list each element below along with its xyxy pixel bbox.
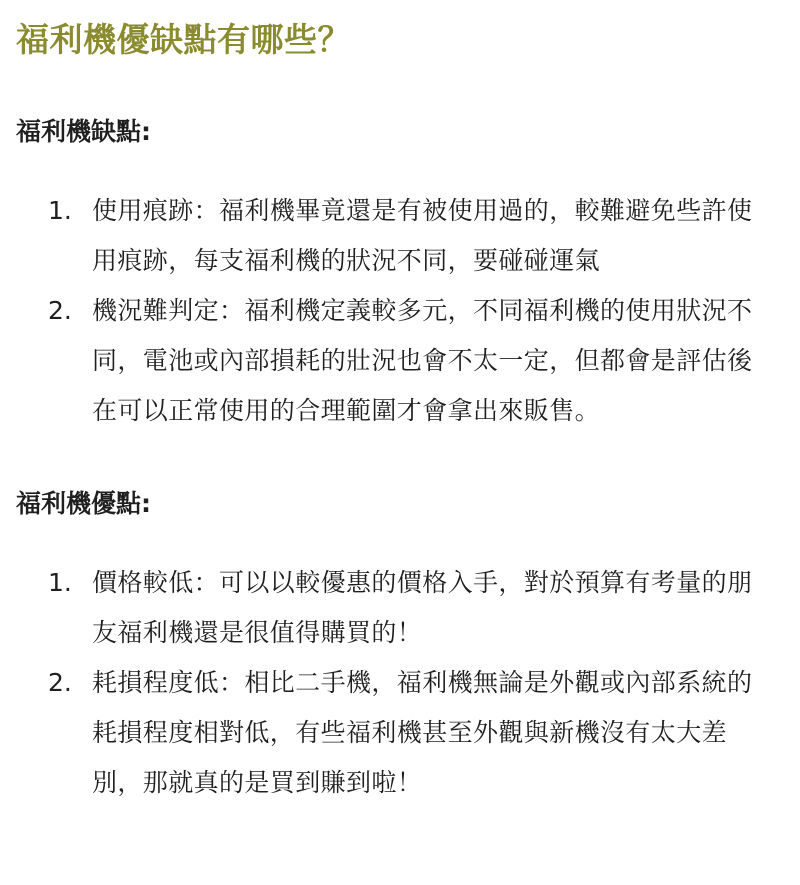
- list-item: [16, 558, 772, 658]
- list-item-number: 1.: [48, 196, 72, 225]
- list-item-number: 2.: [48, 296, 72, 325]
- list-item-text: 耗損程度低：相比二手機，福利機無論是外觀或內部系統的耗損程度相對低，有些福利機甚至外觀與新機沒有太大差別，那就真的是買到賺到啦！: [92, 668, 753, 797]
- list-item-text: 使用痕跡：福利機畢竟還是有被使用過的，較難避免些許使用痕跡，每支福利機的狀況不同，要碰碰運氣: [92, 196, 753, 275]
- list-item: [16, 658, 772, 808]
- list-item-text: 價格較低：可以以較優惠的價格入手，對於預算有考量的朋友福利機還是很值得購買的！: [92, 568, 753, 647]
- list-item-number: 1.: [48, 568, 72, 597]
- cons-heading: 福利機缺點:: [16, 117, 151, 146]
- page-title: 福利機優缺點有哪些？: [16, 20, 351, 59]
- cons-list: [16, 186, 772, 436]
- pros-list: [16, 558, 772, 808]
- pros-heading: 福利機優點:: [16, 489, 151, 518]
- list-item: [16, 186, 772, 286]
- list-item-number: 2.: [48, 668, 72, 697]
- list-item: [16, 286, 772, 436]
- list-item-text: 機況難判定：福利機定義較多元，不同福利機的使用狀況不同，電池或內部損耗的壯況也會不太一定，但都會是評估後在可以正常使用的合理範圍才會拿出來販售。: [92, 296, 753, 425]
